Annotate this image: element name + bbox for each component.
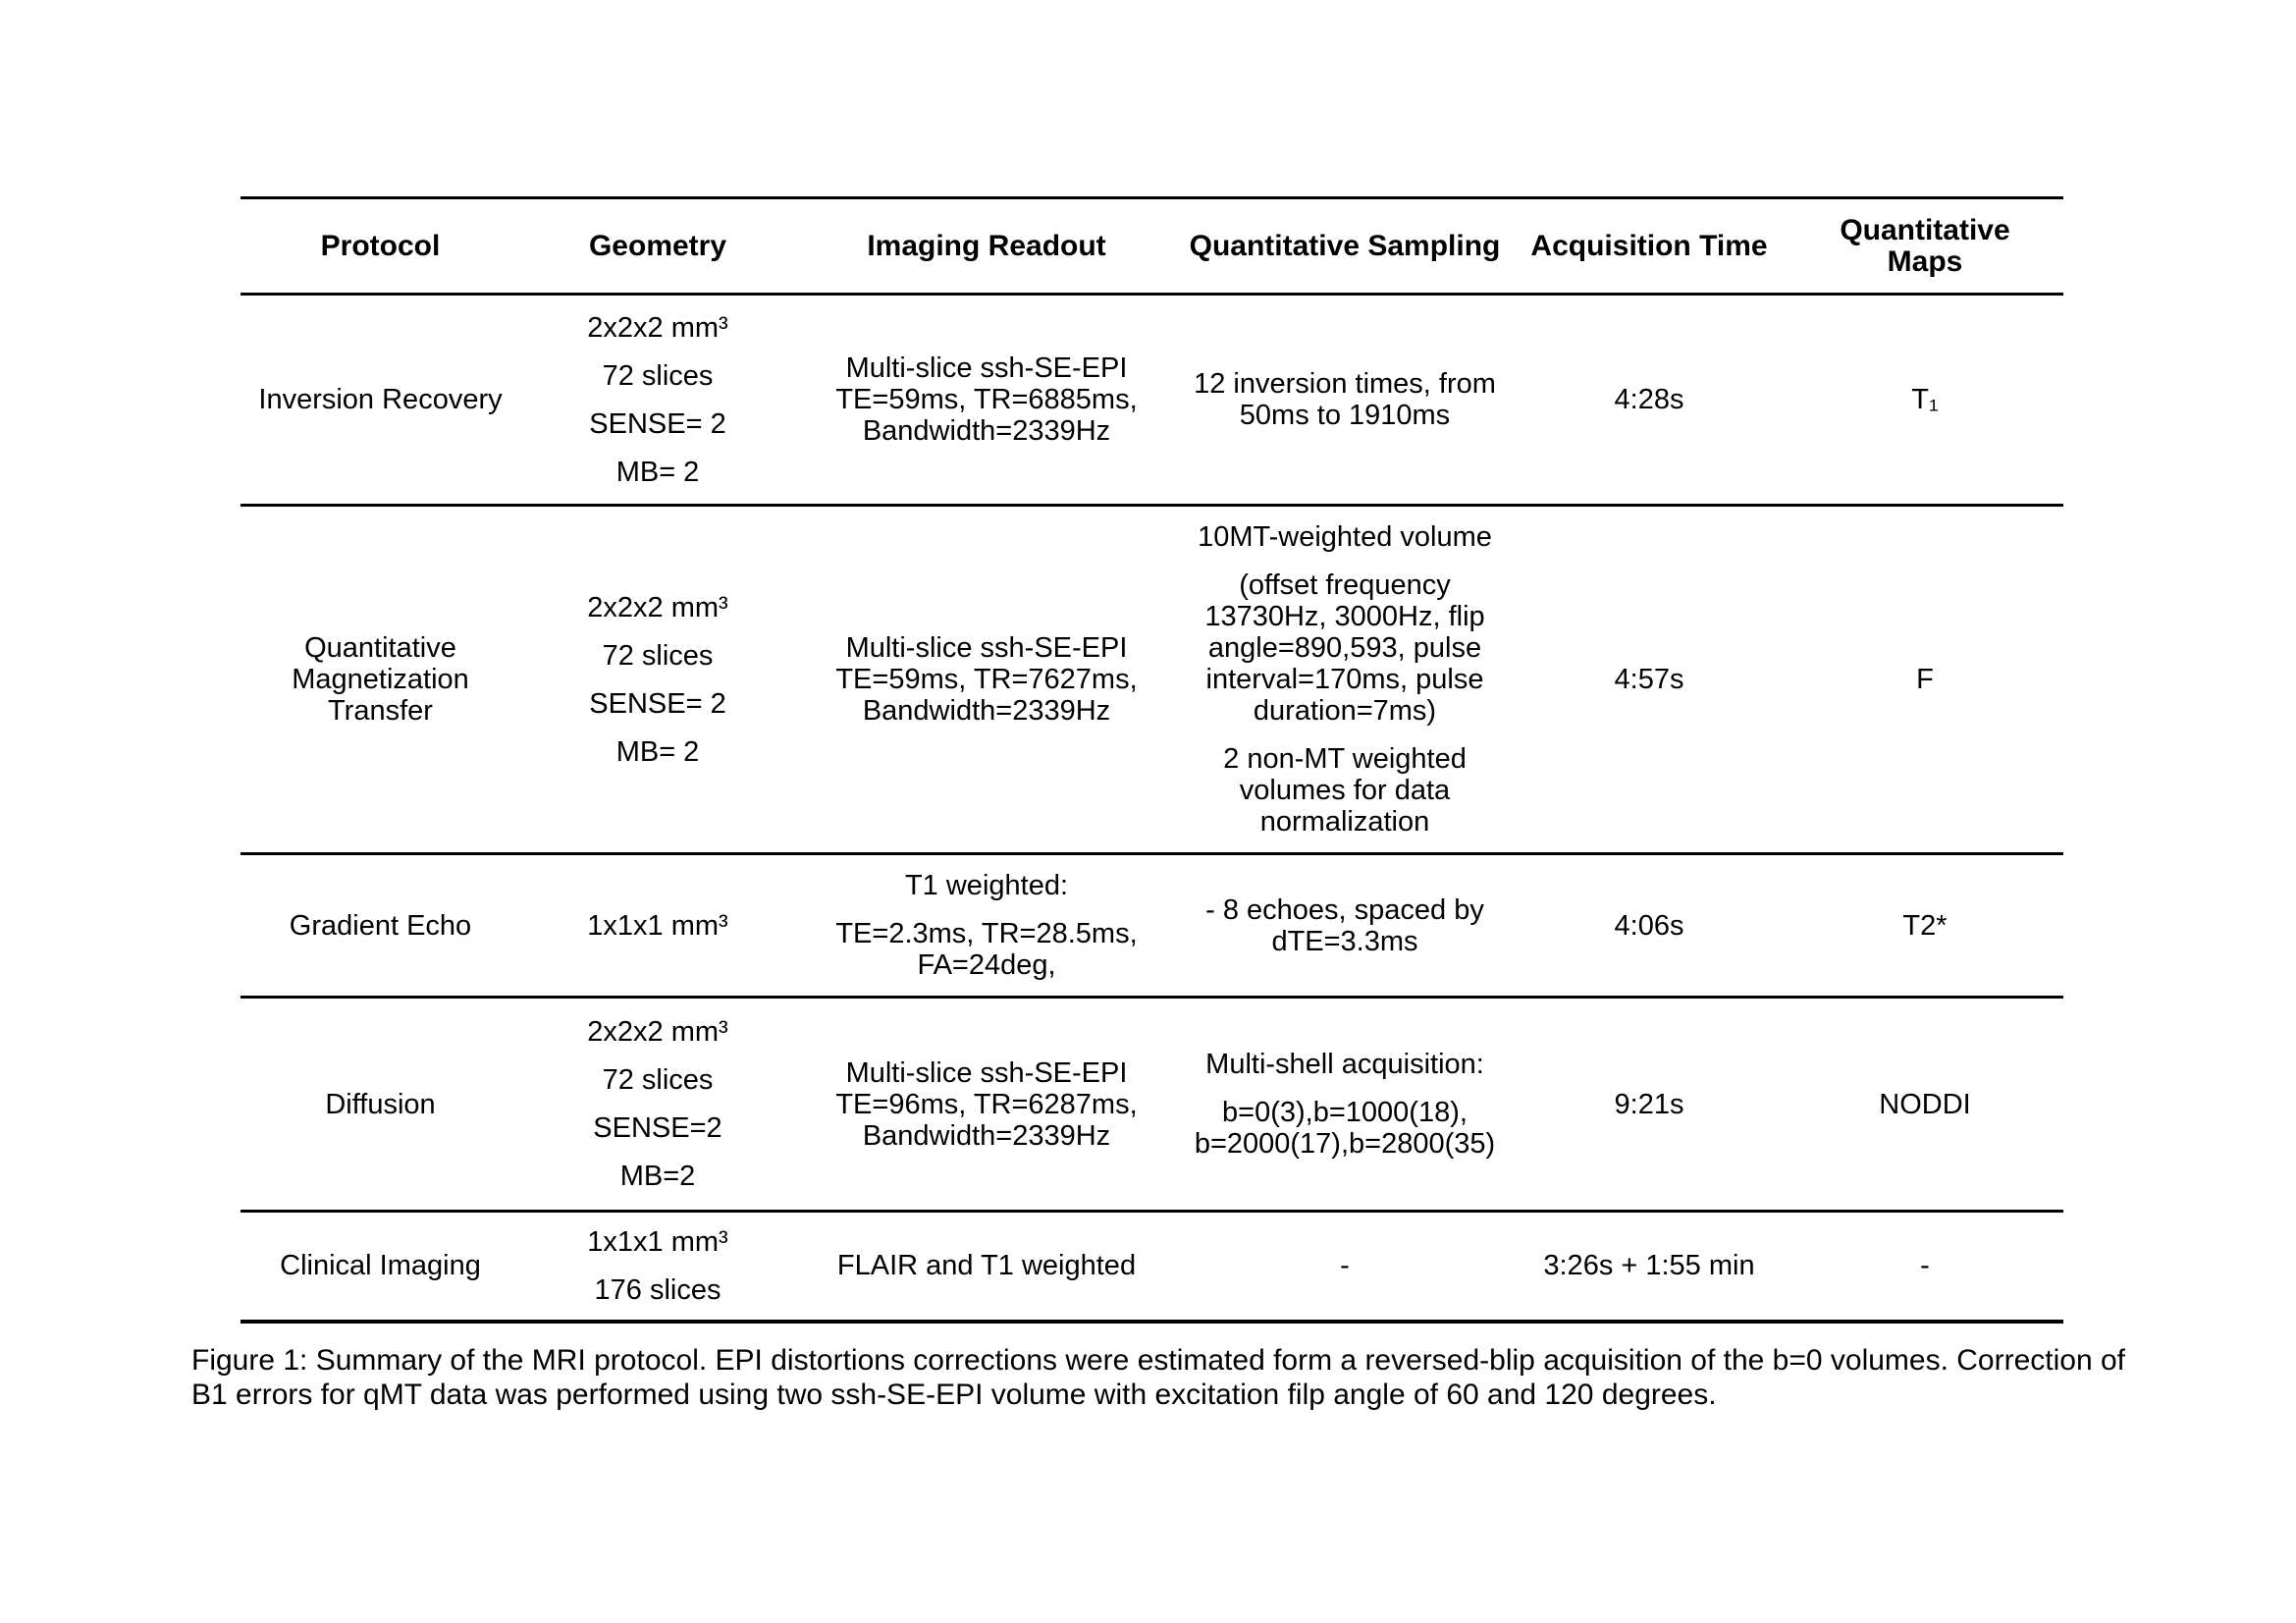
table-head xyxy=(240,198,2063,295)
cell-content xyxy=(1516,384,1783,415)
cell-line: b=2000(17),b=2800(35) xyxy=(1194,1128,1496,1160)
cell-paragraph xyxy=(603,1064,714,1096)
cell-line: 72 slices xyxy=(602,1064,714,1096)
cell-content xyxy=(799,1057,1174,1152)
cell-paragraph xyxy=(1543,1250,1754,1281)
cell-paragraph xyxy=(325,1089,435,1120)
cell-line: Multi-shell acquisition: xyxy=(1205,1049,1484,1080)
cell-paragraph xyxy=(620,1161,696,1192)
column-header-imaging-readout xyxy=(795,198,1178,295)
cell-quantitative-magnetization-transfer-imaging-readout xyxy=(795,506,1178,854)
table-row-inversion-recovery xyxy=(240,295,2063,506)
cell-paragraph xyxy=(587,312,727,344)
cell-quantitative-magnetization-transfer-quantitative-sampling xyxy=(1178,506,1512,854)
cell-content xyxy=(799,352,1174,447)
cell-line: MB= 2 xyxy=(615,456,700,488)
cell-line: Multi-slice ssh-SE-EPI xyxy=(845,632,1128,664)
table-row-clinical-imaging xyxy=(240,1212,2063,1322)
cell-quantitative-magnetization-transfer-protocol xyxy=(240,506,520,854)
cell-content xyxy=(1790,1089,2059,1120)
cell-content xyxy=(1182,1049,1508,1160)
cell-inversion-recovery-protocol xyxy=(240,295,520,506)
cell-paragraph xyxy=(1615,384,1684,415)
cell-gradient-echo-protocol xyxy=(240,854,520,998)
header-row xyxy=(240,198,2063,295)
cell-paragraph xyxy=(1198,521,1492,553)
cell-line: normalization xyxy=(1259,806,1430,838)
cell-quantitative-magnetization-transfer-quantitative-maps xyxy=(1787,506,2063,854)
cell-line: Clinical Imaging xyxy=(280,1250,481,1282)
cell-paragraph xyxy=(587,1016,727,1048)
cell-paragraph xyxy=(616,457,700,488)
cell-paragraph xyxy=(835,918,1137,981)
cell-line: Magnetization xyxy=(292,664,469,695)
cell-content xyxy=(1182,521,1508,838)
cell-line: MB=2 xyxy=(619,1161,696,1192)
cell-line: NODDI xyxy=(1879,1088,1971,1120)
cell-paragraph xyxy=(837,1250,1136,1281)
cell-line: - xyxy=(1920,1250,1930,1282)
cell-diffusion-quantitative-sampling xyxy=(1178,998,1512,1212)
cell-content xyxy=(244,910,516,942)
cell-line: SENSE= 2 xyxy=(589,407,726,440)
cell-paragraph xyxy=(1205,1049,1484,1080)
cell-line: T2* xyxy=(1902,909,1948,942)
cell-content xyxy=(244,632,516,727)
cell-line: SENSE= 2 xyxy=(589,687,726,720)
cell-line: b=0(3),b=1000(18), xyxy=(1222,1097,1468,1128)
cell-diffusion-protocol xyxy=(240,998,520,1212)
cell-content xyxy=(524,910,791,942)
cell-content xyxy=(244,1089,516,1120)
column-header-geometry xyxy=(520,198,795,295)
cell-paragraph xyxy=(1902,910,1947,942)
column-header-line: Protocol xyxy=(320,229,441,262)
cell-paragraph xyxy=(290,910,471,942)
cell-content xyxy=(524,1016,791,1192)
cell-line: interval=170ms, pulse xyxy=(1205,664,1484,695)
cell-content xyxy=(1790,664,2059,695)
cell-diffusion-quantitative-maps xyxy=(1787,998,2063,1212)
table-body xyxy=(240,295,2063,1322)
cell-diffusion-imaging-readout xyxy=(795,998,1178,1212)
cell-line: Multi-slice ssh-SE-EPI xyxy=(845,352,1128,384)
cell-content xyxy=(1790,1250,2059,1281)
cell-paragraph xyxy=(1340,1250,1350,1281)
cell-paragraph xyxy=(589,688,725,720)
cell-paragraph xyxy=(835,352,1137,447)
cell-paragraph xyxy=(1615,910,1684,942)
column-header-line: Imaging Readout xyxy=(867,229,1106,262)
table-row-diffusion xyxy=(240,998,2063,1212)
cell-line: 72 slices xyxy=(602,359,714,392)
cell-content xyxy=(1790,910,2059,942)
cell-line: - 8 echoes, spaced by xyxy=(1205,893,1484,926)
cell-line: 4:28s xyxy=(1614,384,1684,415)
cell-content xyxy=(244,1250,516,1281)
cell-line: Multi-slice ssh-SE-EPI xyxy=(845,1056,1128,1089)
cell-paragraph xyxy=(835,1057,1137,1152)
cell-paragraph xyxy=(616,736,700,768)
cell-line: FA=24deg, xyxy=(917,949,1056,981)
cell-line: 4:57s xyxy=(1614,664,1684,695)
cell-paragraph xyxy=(587,592,727,623)
cell-line: TE=59ms, TR=6885ms, xyxy=(835,384,1138,415)
cell-line: 50ms to 1910ms xyxy=(1239,400,1451,431)
cell-line: 176 slices xyxy=(594,1273,721,1306)
column-header-line: Maps xyxy=(1887,244,1963,278)
cell-paragraph xyxy=(603,360,714,392)
cell-line: 12 inversion times, from xyxy=(1194,368,1496,400)
cell-content xyxy=(524,592,791,768)
cell-line: Inversion Recovery xyxy=(258,384,503,415)
cell-paragraph xyxy=(1204,569,1484,727)
cell-line: angle=890,593, pulse xyxy=(1207,632,1482,664)
cell-gradient-echo-quantitative-sampling xyxy=(1178,854,1512,998)
cell-line: 1x1x1 mm³ xyxy=(587,909,728,942)
cell-inversion-recovery-imaging-readout xyxy=(795,295,1178,506)
cell-gradient-echo-quantitative-maps xyxy=(1787,854,2063,998)
cell-line: volumes for data xyxy=(1239,775,1451,806)
figure-table-wrap xyxy=(240,196,2063,1324)
cell-content xyxy=(524,1226,791,1306)
cell-line: FLAIR and T1 weighted xyxy=(836,1250,1137,1282)
cell-paragraph xyxy=(905,870,1068,901)
cell-line: 2x2x2 mm³ xyxy=(587,1016,728,1048)
cell-paragraph xyxy=(1615,1089,1684,1120)
cell-line: 2x2x2 mm³ xyxy=(587,591,728,623)
cell-inversion-recovery-quantitative-maps xyxy=(1787,295,2063,506)
table-row-quantitative-magnetization-transfer xyxy=(240,506,2063,854)
cell-line: TE=59ms, TR=7627ms, xyxy=(835,664,1138,695)
cell-content xyxy=(1182,1250,1508,1281)
cell-paragraph xyxy=(258,384,502,415)
cell-line: 10MT-weighted volume xyxy=(1198,521,1492,553)
cell-line: Gradient Echo xyxy=(289,909,472,942)
cell-line: MB= 2 xyxy=(615,735,700,768)
cell-clinical-imaging-imaging-readout xyxy=(795,1212,1178,1322)
cell-clinical-imaging-protocol xyxy=(240,1212,520,1322)
column-header-line: Acquisition Time xyxy=(1530,229,1768,262)
cell-content xyxy=(1516,1250,1783,1281)
cell-content xyxy=(1516,910,1783,942)
cell-paragraph xyxy=(1223,743,1467,838)
cell-line: 4:06s xyxy=(1614,909,1684,942)
cell-line: 2 non-MT weighted xyxy=(1223,743,1467,775)
cell-paragraph xyxy=(595,1274,721,1306)
cell-paragraph xyxy=(1911,384,1939,415)
cell-quantitative-magnetization-transfer-geometry xyxy=(520,506,795,854)
cell-paragraph xyxy=(1916,664,1934,695)
cell-paragraph xyxy=(835,632,1137,727)
cell-paragraph xyxy=(587,1226,727,1258)
cell-clinical-imaging-geometry xyxy=(520,1212,795,1322)
cell-paragraph xyxy=(587,910,727,942)
cell-line: 72 slices xyxy=(602,639,714,672)
cell-content xyxy=(1516,1089,1783,1120)
cell-line: (offset frequency xyxy=(1239,569,1451,601)
cell-paragraph xyxy=(1195,1097,1495,1160)
cell-paragraph xyxy=(603,640,714,672)
cell-gradient-echo-acquisition-time xyxy=(1512,854,1787,998)
cell-paragraph xyxy=(589,408,725,440)
cell-content xyxy=(799,1250,1174,1281)
cell-line: Diffusion xyxy=(325,1088,436,1120)
cell-line: - xyxy=(1340,1250,1350,1282)
column-header-quantitative-sampling xyxy=(1178,198,1512,295)
cell-inversion-recovery-acquisition-time xyxy=(1512,295,1787,506)
cell-line: 2x2x2 mm³ xyxy=(587,311,728,344)
cell-paragraph xyxy=(1920,1250,1930,1281)
column-header-line: Quantitative Sampling xyxy=(1189,229,1501,262)
caption-line-1: Figure 1: Summary of the MRI protocol. EPI distortions corrections were estimated form a reversed-blip acquisition of the b=0 volumes. Correction of xyxy=(191,1344,2126,1377)
cell-diffusion-geometry xyxy=(520,998,795,1212)
cell-line: F xyxy=(1916,664,1934,695)
cell-line: TE=96ms, TR=6287ms, xyxy=(835,1088,1138,1120)
cell-paragraph xyxy=(1879,1089,1970,1120)
cell-line: Bandwidth=2339Hz xyxy=(862,415,1111,447)
cell-clinical-imaging-quantitative-maps xyxy=(1787,1212,2063,1322)
cell-line: TE=2.3ms, TR=28.5ms, xyxy=(835,918,1138,949)
column-header-line: Geometry xyxy=(588,229,727,262)
cell-line: SENSE=2 xyxy=(593,1112,722,1144)
column-header-acquisition-time xyxy=(1512,198,1787,295)
cell-content xyxy=(799,870,1174,981)
cell-paragraph xyxy=(1615,664,1684,695)
cell-line: T1 weighted: xyxy=(904,870,1069,901)
table-row-gradient-echo xyxy=(240,854,2063,998)
column-header-protocol xyxy=(240,198,520,295)
cell-line: 9:21s xyxy=(1614,1088,1684,1120)
cell-inversion-recovery-quantitative-sampling xyxy=(1178,295,1512,506)
mri-protocol-table xyxy=(240,196,2063,1324)
cell-content xyxy=(799,632,1174,727)
cell-paragraph xyxy=(1205,894,1484,957)
cell-inversion-recovery-geometry xyxy=(520,295,795,506)
cell-line: T₁ xyxy=(1911,384,1939,415)
column-header-line: Quantitative xyxy=(1840,213,2010,246)
column-header-quantitative-maps xyxy=(1787,198,2063,295)
cell-paragraph xyxy=(280,1250,481,1281)
cell-content xyxy=(1790,384,2059,415)
cell-content xyxy=(1516,664,1783,695)
cell-paragraph xyxy=(1194,368,1496,431)
cell-content xyxy=(1182,368,1508,431)
cell-clinical-imaging-quantitative-sampling xyxy=(1178,1212,1512,1322)
cell-content xyxy=(1182,894,1508,957)
cell-gradient-echo-imaging-readout xyxy=(795,854,1178,998)
cell-content xyxy=(524,312,791,488)
cell-line: Bandwidth=2339Hz xyxy=(862,695,1111,727)
cell-clinical-imaging-acquisition-time xyxy=(1512,1212,1787,1322)
cell-paragraph xyxy=(292,632,469,727)
cell-line: Quantitative xyxy=(304,632,456,664)
cell-line: 3:26s + 1:55 min xyxy=(1543,1250,1755,1282)
cell-line: 13730Hz, 3000Hz, flip xyxy=(1204,601,1485,632)
cell-gradient-echo-geometry xyxy=(520,854,795,998)
cell-paragraph xyxy=(593,1112,721,1144)
cell-diffusion-acquisition-time xyxy=(1512,998,1787,1212)
cell-quantitative-magnetization-transfer-acquisition-time xyxy=(1512,506,1787,854)
cell-line: Transfer xyxy=(328,695,433,727)
cell-line: duration=7ms) xyxy=(1253,695,1437,727)
cell-line: Bandwidth=2339Hz xyxy=(862,1119,1111,1152)
cell-line: dTE=3.3ms xyxy=(1271,925,1418,957)
cell-content xyxy=(244,384,516,415)
caption-line-2: B1 errors for qMT data was performed using two ssh-SE-EPI volume with excitation filp angle of 60 and 120 degrees. xyxy=(191,1379,1717,1411)
cell-line: 1x1x1 mm³ xyxy=(587,1225,728,1258)
figure-caption xyxy=(191,1343,2253,1412)
